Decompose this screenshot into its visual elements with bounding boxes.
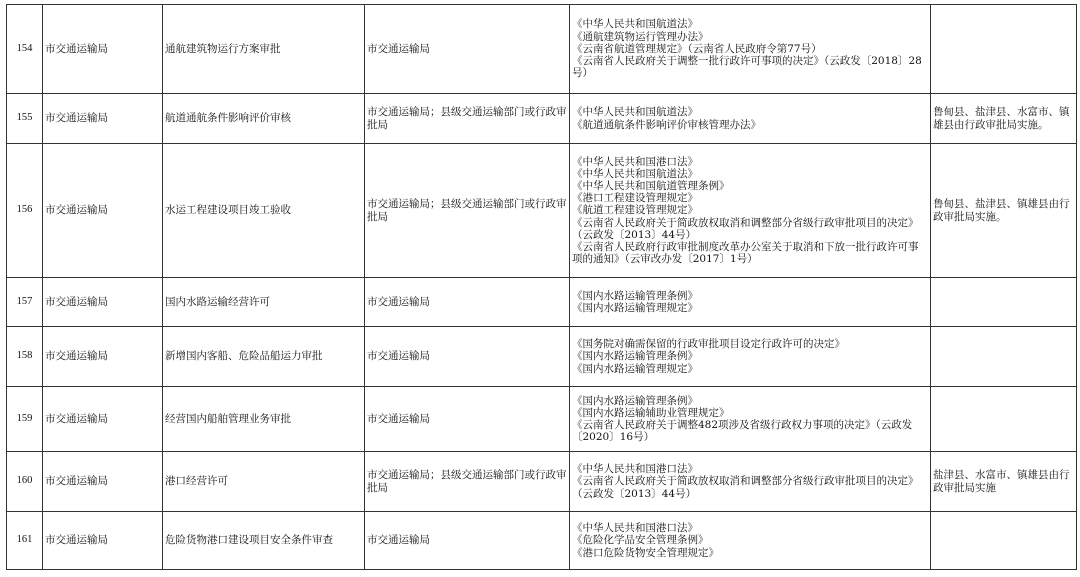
basis-line: 《中华人民共和国港口法》 [572, 522, 698, 535]
basis-line: 《国内水路运输管理规定》 [572, 362, 698, 375]
item-cell: 通航建筑物运行方案审批 [163, 5, 365, 94]
basis-cell [570, 327, 931, 387]
row-number: 158 [7, 327, 43, 387]
basis-line: 《云南省人民政府关于简政放权取消和调整部分省级行政审批项目的决定》（云政发〔2013〕44号） [572, 216, 919, 241]
item-cell: 危险货物港口建设项目安全条件审查 [163, 512, 365, 570]
item-cell: 水运工程建设项目竣工验收 [163, 144, 365, 278]
basis-line: 《中华人民共和国港口法》 [572, 155, 698, 168]
table-row [7, 512, 1077, 570]
row-number: 155 [7, 94, 43, 144]
table-row [7, 278, 1077, 327]
department-cell: 市交通运输局 [43, 512, 163, 570]
basis-cell [570, 512, 931, 570]
row-number: 157 [7, 278, 43, 327]
basis-line: 《危险化学品安全管理条例》 [572, 534, 709, 547]
item-cell: 经营国内船舶管理业务审批 [163, 387, 365, 452]
basis-cell [570, 387, 931, 452]
basis-line: 《航道通航条件影响评价审核管理办法》 [572, 118, 761, 131]
table-row [7, 327, 1077, 387]
basis-line: 《中华人民共和国航道法》 [572, 18, 698, 31]
department-cell: 市交通运输局 [43, 327, 163, 387]
department-cell: 市交通运输局 [43, 94, 163, 144]
basis-cell [570, 5, 931, 94]
basis-line: 《云南省人民政府关于调整一批行政许可事项的决定》（云政发〔2018〕28号） [572, 55, 922, 80]
authority-cell: 市交通运输局；县级交通运输部门或行政审批局 [365, 144, 570, 278]
basis-line: 《国内水路运输管理规定》 [572, 302, 698, 314]
authority-cell: 市交通运输局 [365, 5, 570, 94]
authority-cell: 市交通运输局 [365, 387, 570, 452]
basis-cell [570, 94, 931, 144]
note-cell [931, 327, 1077, 387]
note-cell [931, 387, 1077, 452]
basis-line: 《云南省人民政府行政审批制度改革办公室关于取消和下放一批行政许可事项的通知》（云审改办发〔2017〕1号） [572, 241, 919, 266]
basis-line: 《云南省人民政府关于调整482项涉及省级行政权力事项的决定》（云政发〔2020〕16号） [572, 419, 913, 444]
authority-cell: 市交通运输局 [365, 278, 570, 327]
basis-cell [570, 144, 931, 278]
department-cell: 市交通运输局 [43, 387, 163, 452]
permit-table [6, 4, 1077, 570]
table-row [7, 452, 1077, 512]
table-row [7, 387, 1077, 452]
basis-line: 《中华人民共和国航道管理条例》 [572, 179, 730, 192]
basis-line: 《通航建筑物运行管理办法》 [572, 30, 709, 43]
basis-line: 《港口工程建设管理规定》 [572, 192, 698, 205]
department-cell: 市交通运输局 [43, 452, 163, 512]
basis-line: 《中华人民共和国航道法》 [572, 106, 698, 119]
authority-cell: 市交通运输局 [365, 512, 570, 570]
department-cell: 市交通运输局 [43, 144, 163, 278]
row-number: 161 [7, 512, 43, 570]
department-cell: 市交通运输局 [43, 278, 163, 327]
note-cell: 鲁甸县、盐津县、水富市、镇雄县由行政审批局实施。 [931, 94, 1077, 144]
basis-line: 《云南省航道管理规定》（云南省人民政府令第77号） [572, 42, 822, 55]
table-row [7, 5, 1077, 94]
item-cell: 航道通航条件影响评价审核 [163, 94, 365, 144]
note-cell [931, 5, 1077, 94]
authority-cell: 市交通运输局；县级交通运输部门或行政审批局 [365, 94, 570, 144]
item-cell: 国内水路运输经营许可 [163, 278, 365, 327]
basis-line: 《国内水路运输管理条例》 [572, 350, 698, 363]
basis-line: 《中华人民共和国港口法》 [572, 463, 698, 476]
note-cell: 鲁甸县、盐津县、镇雄县由行政审批局实施。 [931, 144, 1077, 278]
basis-line: 《航道工程建设管理规定》 [572, 204, 698, 217]
table-row [7, 94, 1077, 144]
basis-line: 《国内水路运输辅助业管理规定》 [572, 406, 730, 419]
note-cell [931, 512, 1077, 570]
note-cell [931, 278, 1077, 327]
item-cell: 港口经营许可 [163, 452, 365, 512]
basis-cell [570, 452, 931, 512]
table-row [7, 144, 1077, 278]
basis-line: 《国务院对确需保留的行政审批项目设定行政许可的决定》 [572, 338, 845, 351]
authority-cell: 市交通运输局 [365, 327, 570, 387]
authority-cell: 市交通运输局；县级交通运输部门或行政审批局 [365, 452, 570, 512]
basis-line: 《国内水路运输管理条例》 [572, 289, 698, 302]
row-number: 156 [7, 144, 43, 278]
row-number: 154 [7, 5, 43, 94]
item-cell: 新增国内客船、危险品船运力审批 [163, 327, 365, 387]
table-body [7, 5, 1077, 570]
basis-line: 《云南省人民政府关于简政放权取消和调整部分省级行政审批项目的决定》（云政发〔2013〕44号） [572, 475, 919, 500]
row-number: 160 [7, 452, 43, 512]
department-cell: 市交通运输局 [43, 5, 163, 94]
row-number: 159 [7, 387, 43, 452]
basis-cell [570, 278, 931, 327]
basis-line: 《国内水路运输管理条例》 [572, 394, 698, 407]
note-cell: 盐津县、水富市、镇雄县由行政审批局实施 [931, 452, 1077, 512]
basis-line: 《中华人民共和国航道法》 [572, 167, 698, 180]
basis-line: 《港口危险货物安全管理规定》 [572, 546, 719, 559]
